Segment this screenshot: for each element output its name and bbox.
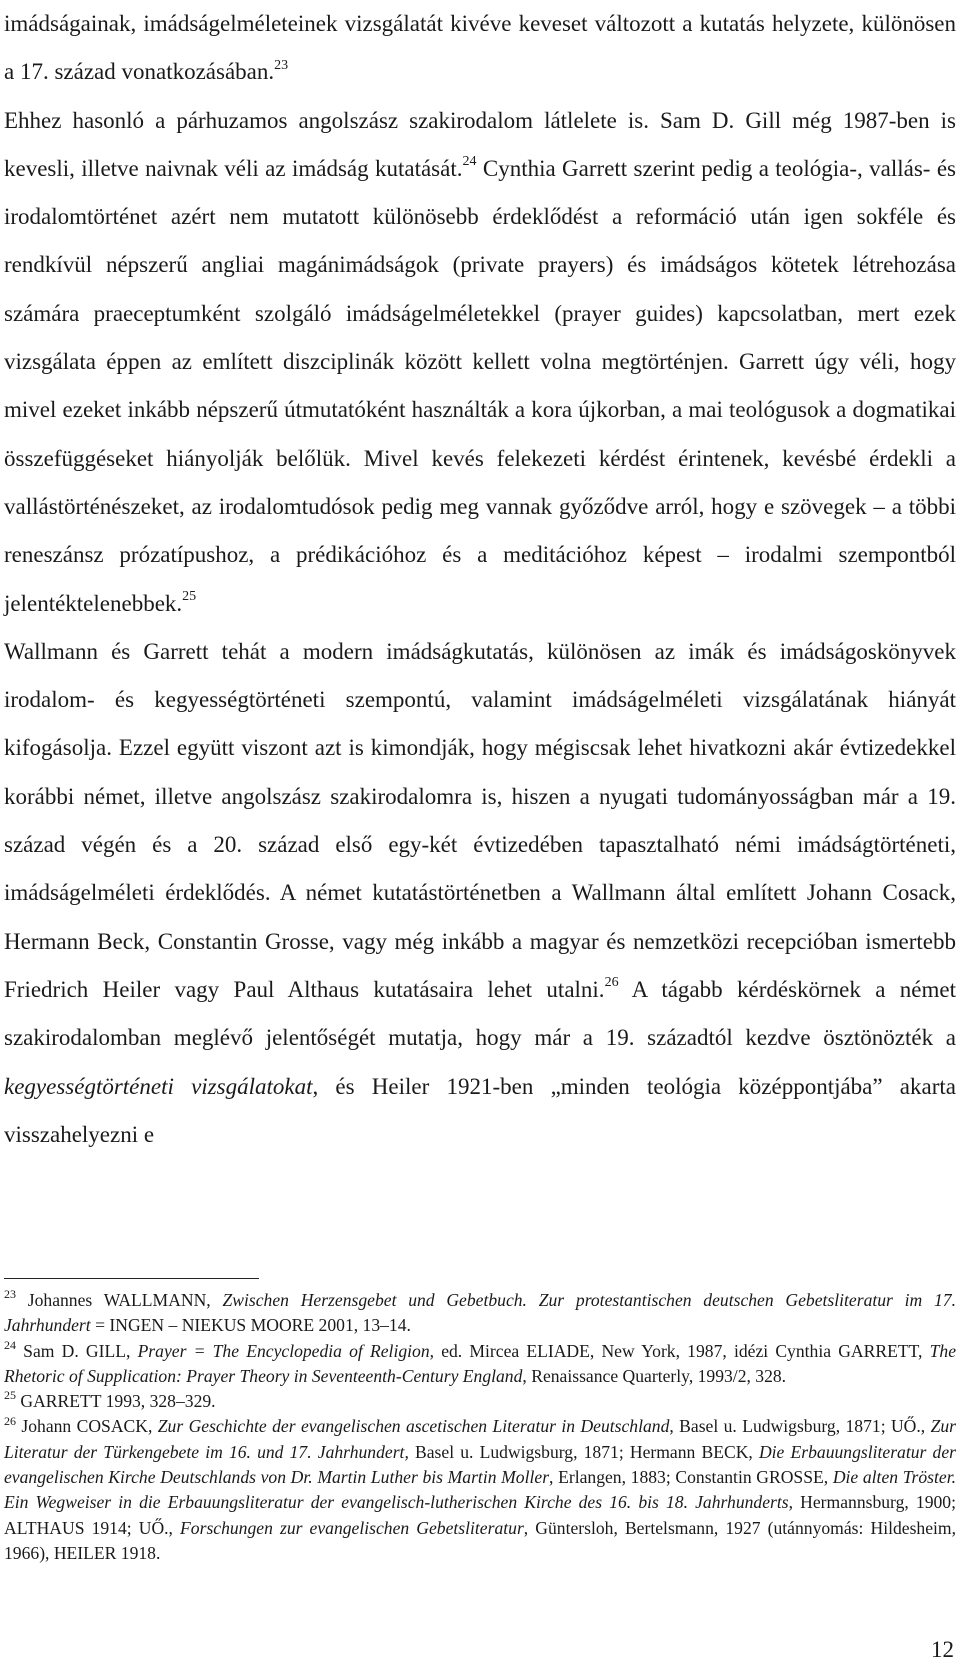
footnote-text-run: Basel u. Ludwigsburg, 1871; Hermann BECK, xyxy=(408,1441,759,1462)
footnote-text-run: , Erlangen, 1883; Constantin GROSSE, xyxy=(549,1467,833,1488)
footnote-italic-run: Zur Literatur der Türkengebete im 16. und 17. Jahrhundert, xyxy=(4,1416,956,1462)
text-run: Cynthia Garrett szerint pedig a teológia-, vallás- és irodalomtörténet azért nem mutatott különösebb érdeklődést a reformáció után igen sokféle és rendkívül népszerű angliai magánimádságok (private prayers) és imádságos kötetek létrehozása számára praeceptumként szolgáló imádságelméletekkel (prayer guides) kapcsolatban, mert ezek vizsgálata éppen az említett diszciplinák között kellett volna megtörténjen. Garrett úgy véli, hogy mivel ezeket inkább népszerű útmutatóként használták a kora újkorban, a mai teológusok a dogmatikai összefüggéseket hiányolják belőlük. Mivel kevés felekezeti kérdést érintenek, kevésbé érdekli a vallástörténészeket, az irodalomtudósok pedig meg vannak győződve arról, hogy e szövegek – a többi reneszánsz prózatípushoz, a prédikációhoz és a meditációhoz képest – irodalmi szempontból jelentéktelenebbek. xyxy=(4,155,956,616)
footnote-text-run: , Renaissance Quarterly, 1993/2, 328. xyxy=(522,1365,787,1386)
footnote-italic-run: Forschungen zur evangelischen Gebetsliteratur xyxy=(180,1517,524,1538)
footnote-text-run: , Hermannsburg, 1900; ALTHAUS 1914; UŐ., xyxy=(4,1492,956,1538)
footnote-23 xyxy=(4,1288,956,1339)
footnote-26 xyxy=(4,1414,956,1566)
footnote-italic-run: Prayer = The Encyclopedia of Religion, xyxy=(137,1340,435,1361)
footnote-text-run: = INGEN – NIEKUS MOORE 2001, 13–14. xyxy=(90,1315,411,1336)
footnote-separator xyxy=(4,1278,259,1279)
text-run: Wallmann és Garrett tehát a modern imádságkutatás, különösen az imák és imádságoskönyvek irodalom- és kegyességtörténeti szempontú, valamint imádságelméleti vizsgálatának hiányát kifogásolja. Ezzel együtt viszont azt is kimondják, hogy mégiscsak lehet hivatkozni akár évtizedekkel korábbi német, illetve angolszász szakirodalomra is, hiszen a nyugati tudományosságban már a 19. század végén és a 20. század első egy-két évtizedében tapasztalható némi imádságtörténeti, imádságelméleti érdeklődés. A német kutatástörténetben a Wallmann által említett Johann Cosack, Hermann Beck, Constantin Grosse, vagy még inkább a magyar és nemzetközi recepcióban ismertebb Friedrich Heiler vagy Paul Althaus kutatásaira lehet utalni. xyxy=(4,638,956,1002)
paragraph xyxy=(4,0,956,97)
footnote-text-run: Johann COSACK, xyxy=(16,1416,158,1437)
footnote-text-run: Sam D. GILL, xyxy=(16,1340,138,1361)
footnote-italic-run: Zwischen Herzensgebet und Gebetbuch. Zur protestantischen deutschen Gebetsliteratur im 17. Jahrhundert xyxy=(4,1290,957,1336)
text-run: , és Heiler 1921-ben „minden teológia középpontjába” akarta visszahelyezni e xyxy=(4,1073,956,1147)
footnote-ref-26[interactable]: 26 xyxy=(604,975,619,991)
footnote-text-run: , Basel u. Ludwigsburg, 1871; UŐ., xyxy=(669,1416,931,1437)
footnote-text-run: Johannes WALLMANN, xyxy=(16,1290,223,1310)
paragraph xyxy=(4,628,956,1159)
text-run: imádságainak, imádságelméleteinek vizsgálatát kivéve keveset változott a kutatás helyzete, különösen a 17. század vonatkozásában. xyxy=(4,11,956,85)
footnote-italic-run: Zur Geschichte der evangelischen ascetischen Literatur in Deutschland xyxy=(157,1416,670,1437)
body-text xyxy=(4,0,956,1159)
footnote-number: 24 xyxy=(4,1337,16,1352)
footnote-text-run: ed. Mircea ELIADE, New York, 1987, idézi Cynthia GARRETT, xyxy=(434,1340,930,1361)
footnotes xyxy=(4,1288,956,1566)
text-run: Ehhez hasonló a párhuzamos angolszász szakirodalom látlelete is. Sam D. Gill még 1987-ben is kevesli, illetve naivnak véli az imádság kutatását. xyxy=(4,107,956,181)
footnote-25 xyxy=(4,1389,956,1414)
italic-text-run: kegyességtörténeti vizsgálatokat xyxy=(4,1073,313,1099)
paragraph xyxy=(4,97,956,628)
footnote-24 xyxy=(4,1339,956,1390)
footnote-number: 26 xyxy=(4,1413,16,1428)
footnote-text-run: , Güntersloh, Bertelsmann, 1927 (utánnyomás: Hildesheim, 1966), HEILER 1918. xyxy=(4,1517,957,1563)
page-number: 12 xyxy=(931,1637,954,1662)
footnote-text-run: GARRETT 1993, 328–329. xyxy=(16,1391,216,1412)
footnote-italic-run: Die alten Tröster. Ein Wegweiser in die Erbauungsliteratur der evangelisch-lutherischen Kirche des 16. bis 18. Jahrhunderts xyxy=(4,1467,956,1513)
footnote-number: 23 xyxy=(4,1287,16,1302)
footnote-number: 25 xyxy=(4,1388,16,1403)
footnote-italic-run: Die Erbauungsliteratur der evangelischen Kirche Deutschlands von Dr. Martin Luther bis Martin Moller xyxy=(4,1441,956,1488)
footnote-ref-23[interactable]: 23 xyxy=(274,57,289,73)
footnote-italic-run: The Rhetoric of Supplication: Prayer Theory in Seventeenth-Century England xyxy=(4,1340,956,1386)
footnote-ref-24[interactable]: 24 xyxy=(462,154,477,170)
text-run: A tágabb kérdéskörnek a német szakirodalomban meglévő jelentőségét mutatja, hogy már a 19. századtól kezdve ösztönözték a xyxy=(4,976,956,1051)
footnote-ref-25[interactable]: 25 xyxy=(182,588,197,604)
